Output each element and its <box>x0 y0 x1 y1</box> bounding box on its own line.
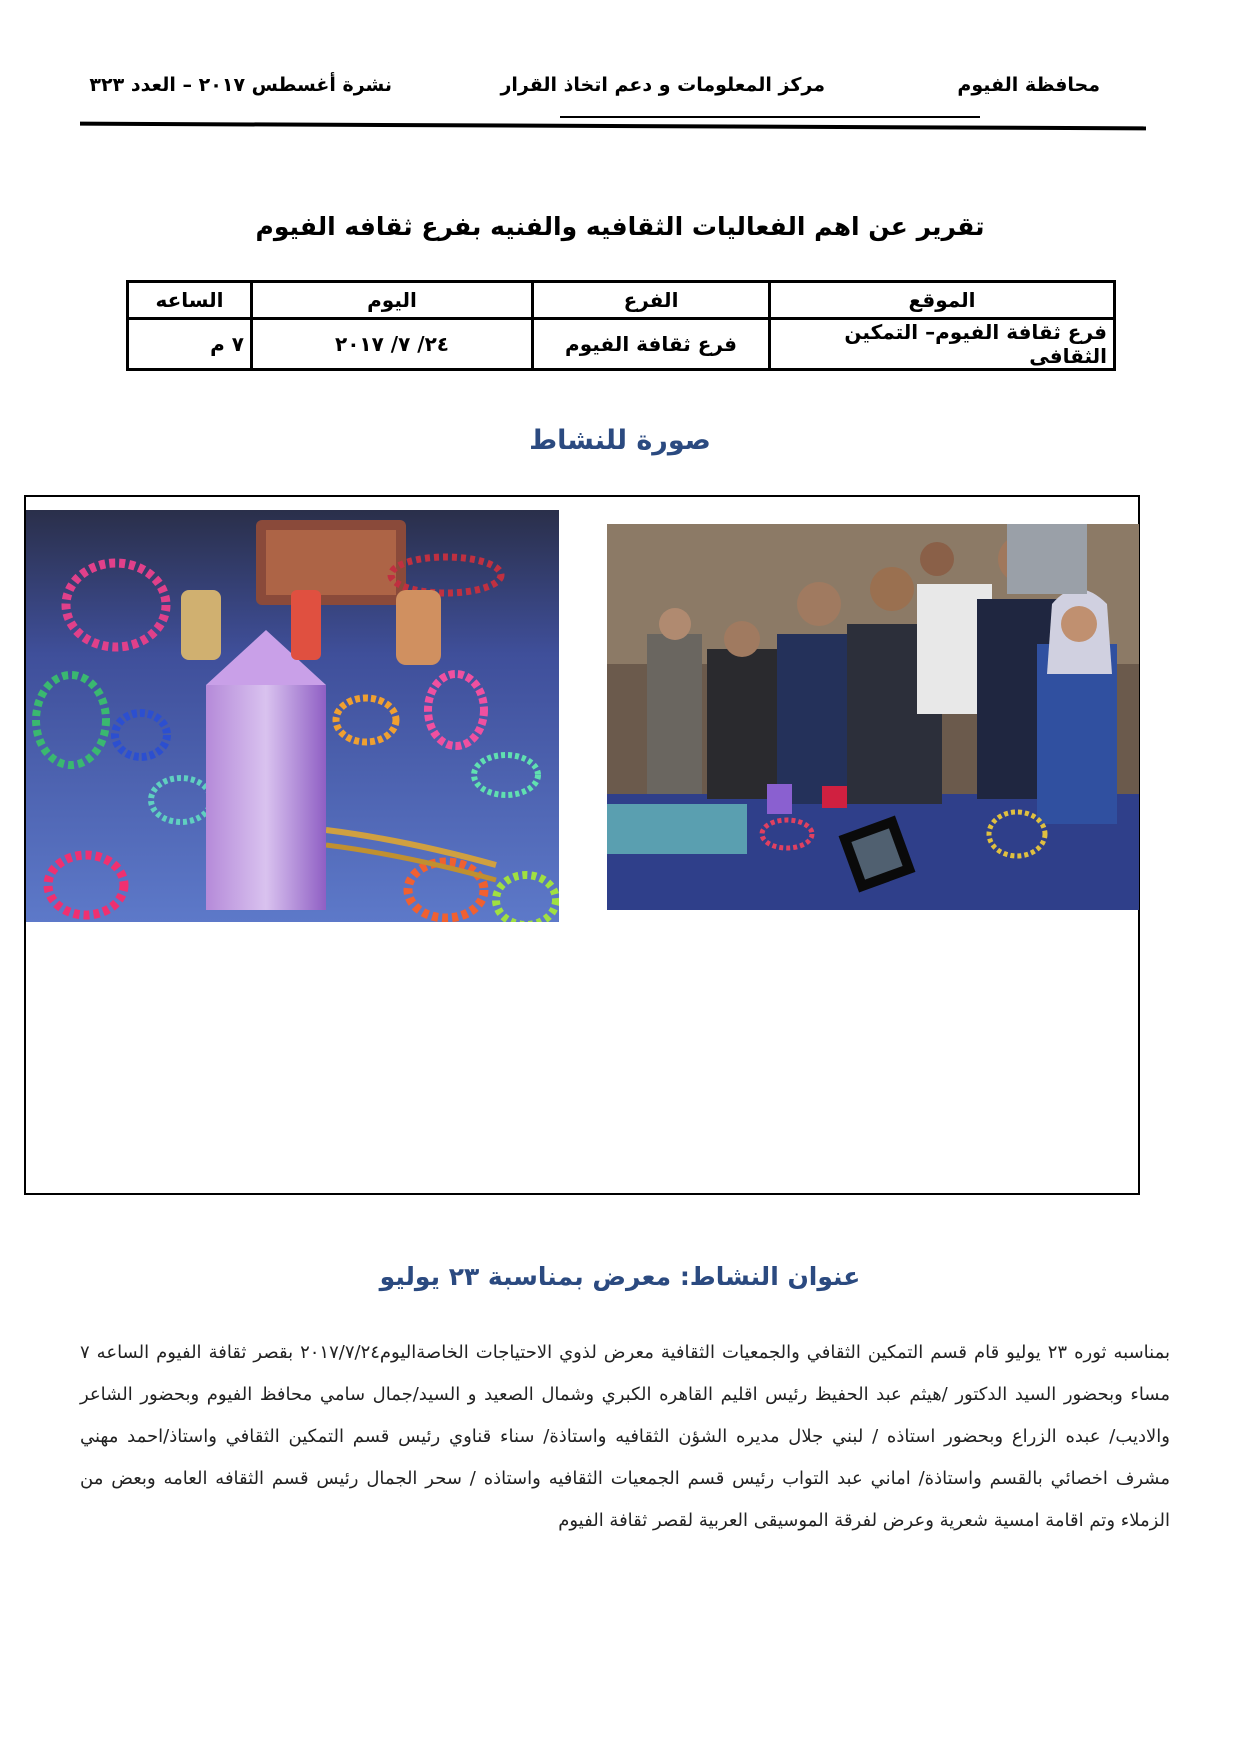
activity-label: عنوان النشاط: <box>679 1262 861 1291</box>
value-hour: ٧ م <box>128 319 252 370</box>
value-day: ٢٤/ ٧/ ٢٠١٧ <box>252 319 533 370</box>
officials-exhibition-image <box>607 524 1139 910</box>
header-divider-top <box>560 116 980 118</box>
header-day: اليوم <box>252 282 533 319</box>
beaded-crafts-image <box>26 510 559 922</box>
info-table-value-row <box>128 319 1115 370</box>
photo-frame <box>24 495 1140 1195</box>
beaded-crafts-photo <box>26 510 559 922</box>
value-branch: فرع ثقافة الفيوم <box>533 319 770 370</box>
value-site: فرع ثقافة الفيوم– التمكين الثقافى <box>770 319 1115 370</box>
info-table <box>126 280 1116 371</box>
officials-exhibition-photo <box>607 524 1139 910</box>
report-title: تقرير عن اهم الفعاليات الثقافيه والفنيه بفرع ثقافه الفيوم <box>255 212 985 241</box>
header-hour: الساعه <box>128 282 252 319</box>
header-divider <box>80 122 1146 131</box>
governorate-label: محافظة الفيوم <box>957 74 1100 96</box>
issue-label: نشرة أغسطس ٢٠١٧ – العدد ٣٢٣ <box>89 74 392 96</box>
header-site: الموقع <box>770 282 1115 319</box>
activity-description: بمناسبه ثوره ٢٣ يوليو قام قسم التمكين الثقافي والجمعيات الثقافية معرض لذوي الاحتياجات الخاصةاليوم٢٠١٧/٧/٢٤ بقصر ثقافة الفيوم الساعه ٧ مساء وبحضور السيد الدكتور /هيثم عبد الحفيظ رئيس اقليم القاهره الكبري وشمال الصعيد و السيد/جمال سامي محافظ الفيوم وبحضور الشاعر والاديب/ عبده الزراع وبحضور استاذه / لبني جلال مديره الشؤن الثقافيه واستاذة/ سناء قناوي رئيس قسم التمكين الثقافي واستاذ/احمد مهني مشرف اخصائي بالقسم واستاذة/ اماني عبد التواب رئيس قسم الجمعيات الثقافيه واستاذه / سحر الجمال رئيس قسم الثقافه العامه وبعض من الزملاء وتم اقامة امسية شعرية وعرض لفرقة الموسيقى العربية لقصر ثقافة الفيوم <box>80 1342 1170 1531</box>
activity-name: معرض بمناسبة ٢٣ يوليو <box>379 1262 672 1291</box>
activity-title <box>300 1262 940 1291</box>
info-table-header-row <box>128 282 1115 319</box>
photo-heading: صورة للنشاط <box>529 425 711 456</box>
page-header <box>0 0 1240 140</box>
header-branch: الفرع <box>533 282 770 319</box>
center-label: مركز المعلومات و دعم اتخاذ القرار <box>500 74 825 96</box>
